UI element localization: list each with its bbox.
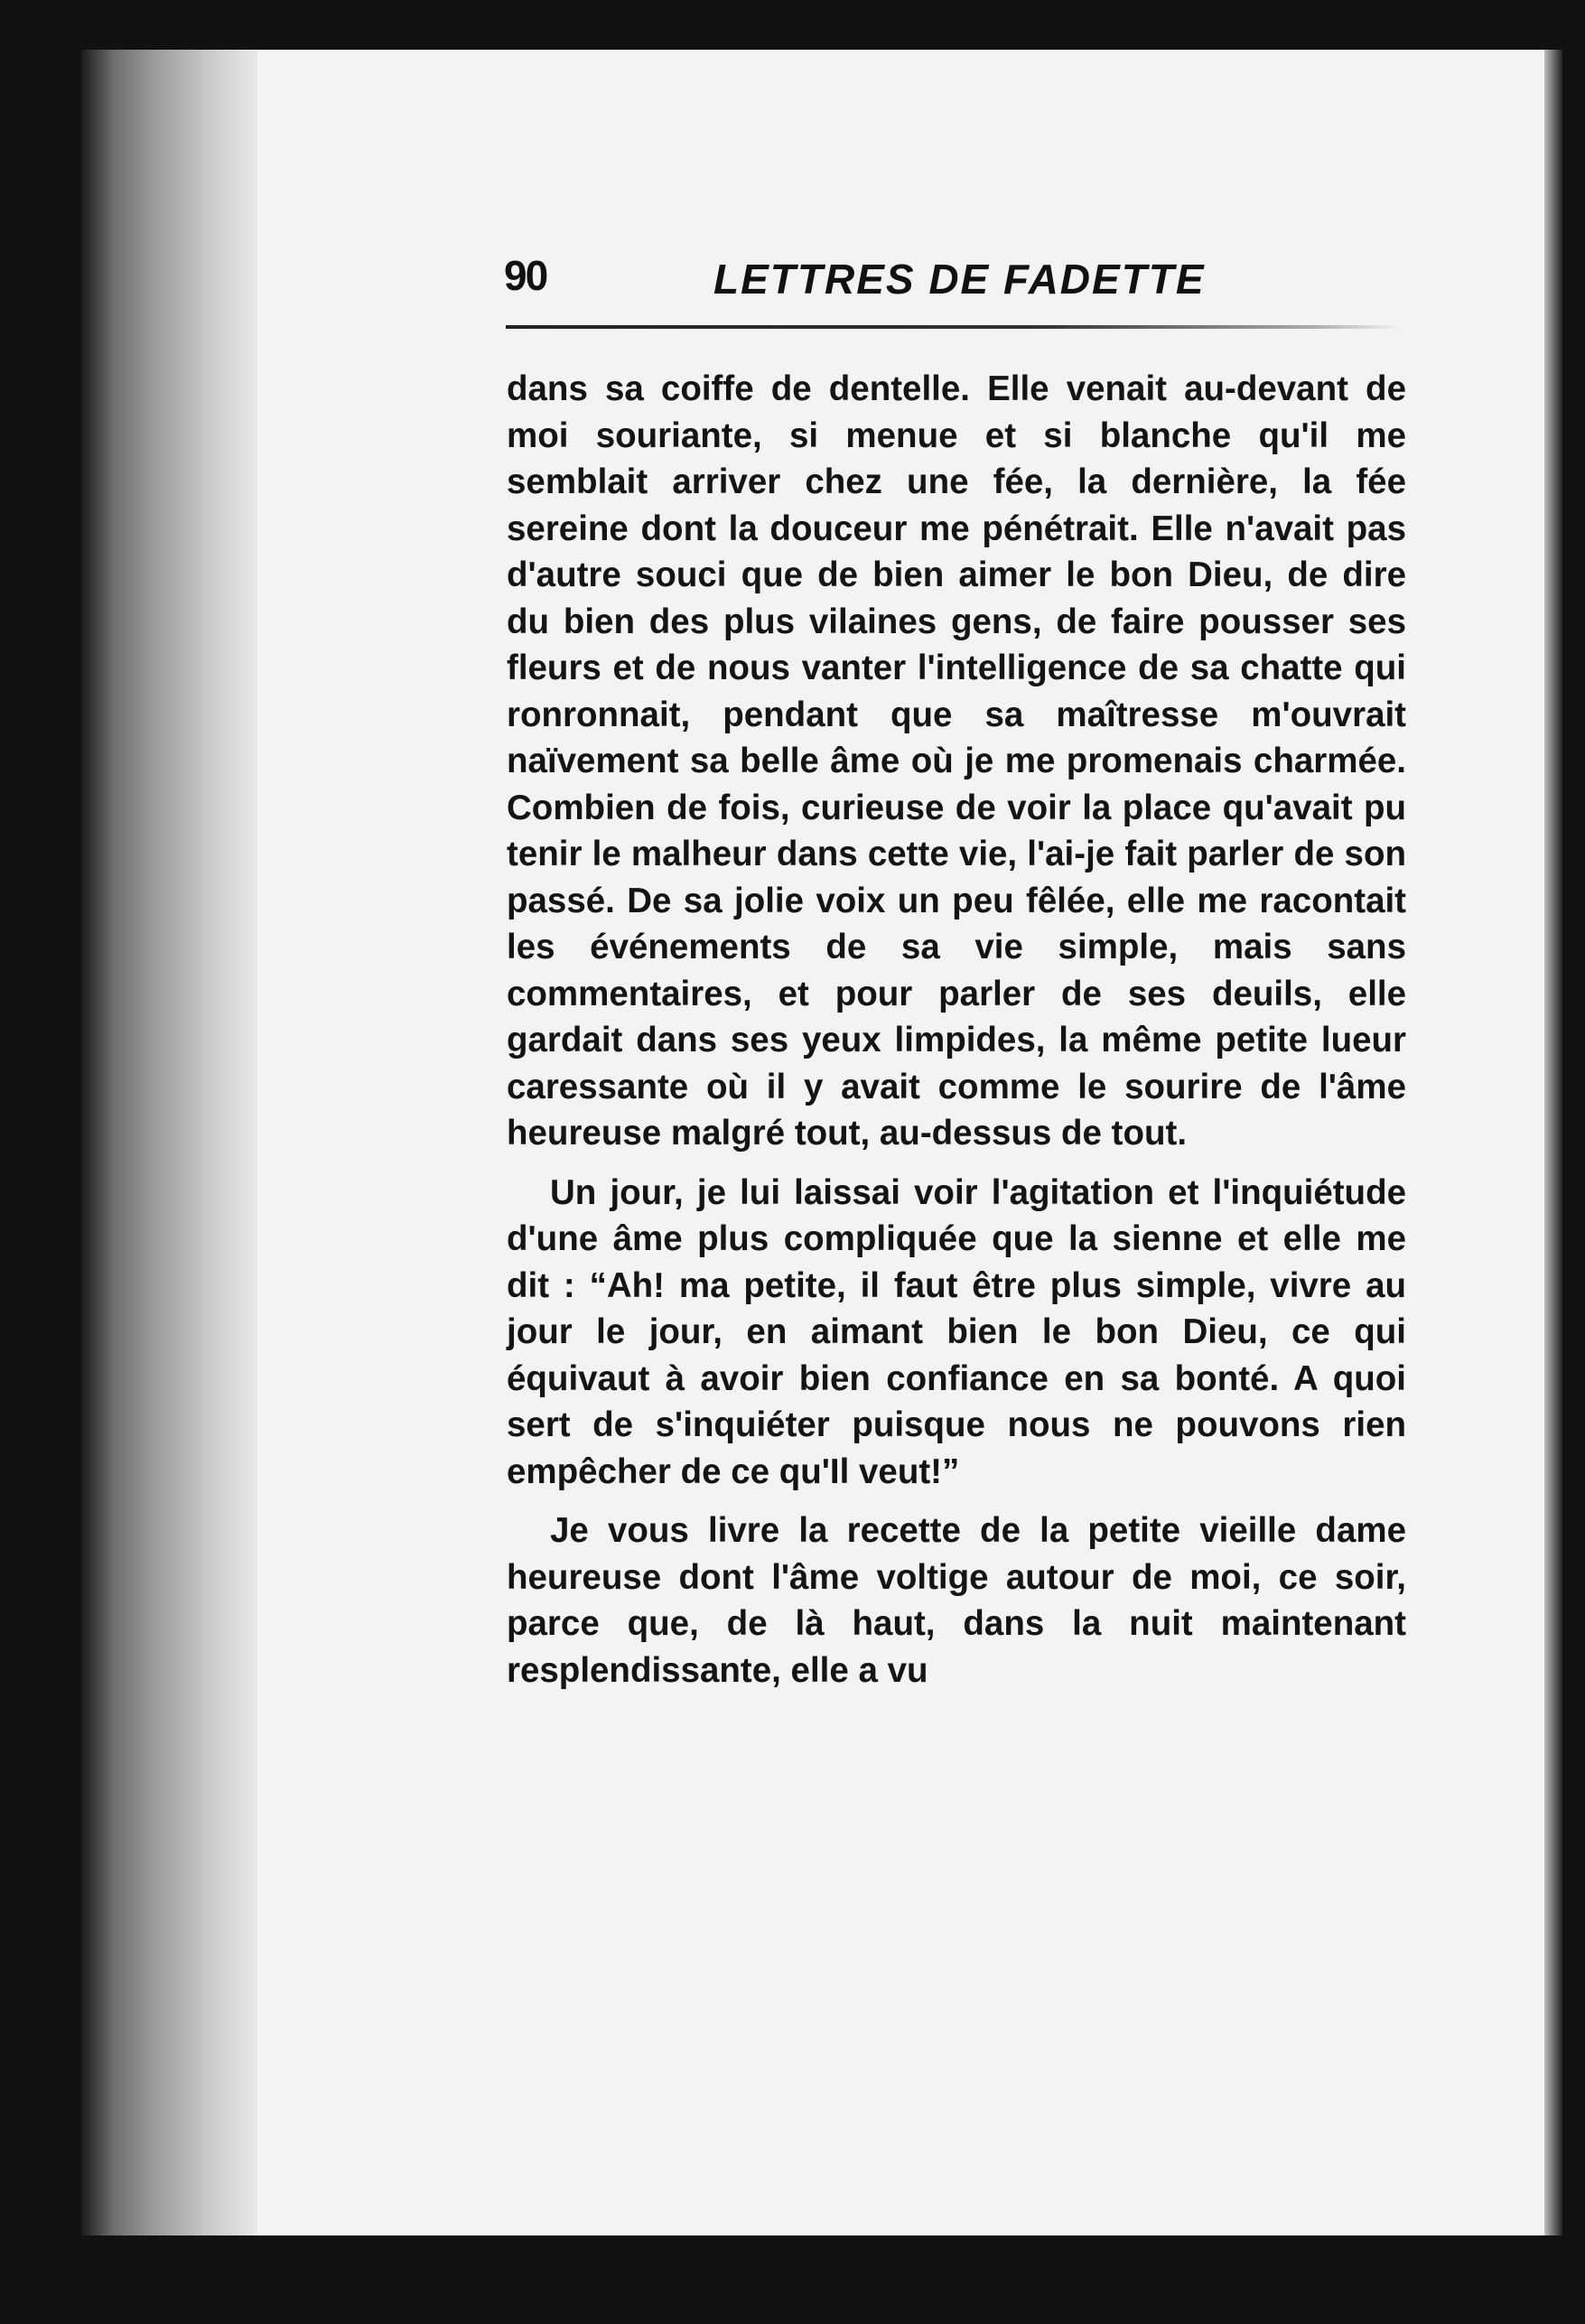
paragraph-3: Je vous livre la recette de la petite vieille dame heureuse dont l'âme voltige autour de moi, ce soir, parce que, de là haut, dans la nuit maintenant resplendissante, elle a vu — [507, 1511, 1406, 1690]
book-gutter-shadow — [81, 50, 262, 2235]
header-rule — [506, 325, 1400, 329]
page-number: 90 — [504, 252, 547, 299]
running-title: LETTRES DE FADETTE — [713, 256, 1206, 303]
body-text — [507, 366, 1406, 1706]
paragraph-2: Un jour, je lui laissai voir l'agitation et l'inquiétude d'une âme plus compliquée que la sienne et elle me dit : “Ah! ma petite, il faut être plus simple, vivre au jour le jour, en aimant bien le bon Dieu, ce qui équivaut à avoir bien confiance en sa bonté. A quoi sert de s'inquiéter puisque nous ne pouvons rien empêcher de ce qu'Il veut!” — [507, 1172, 1406, 1491]
page-right-edge — [1544, 50, 1562, 2235]
running-head — [504, 251, 1407, 323]
paragraph-1: dans sa coiffe de dentelle. Elle venait au-devant de moi souriante, si menue et si blanche qu'il me semblait arriver chez une fée, la dernière, la fée sereine dont la douceur me pénétrait. Elle n'avait pas d'autre souci que de bien aimer le bon Dieu, de dire du bien des plus vilaines gens, de faire pousser ses fleurs et de nous vanter l'intelligence de sa chatte qui ronronnait, pendant que sa maîtresse m'ouvrait naïvement sa belle âme où je me promenais charmée. Combien de fois, curieuse de voir la place qu'avait pu tenir le malheur dans cette vie, l'ai-je fait parler de son passé. De sa jolie voix un peu fêlée, elle me racontait les événements de sa vie simple, mais sans commentaires, et pour parler de ses deuils, elle gardait dans ses yeux limpides, la même petite lueur caressante où il y avait comme le sourire de l'âme heureuse malgré tout, au-dessus de tout. — [507, 369, 1406, 1153]
